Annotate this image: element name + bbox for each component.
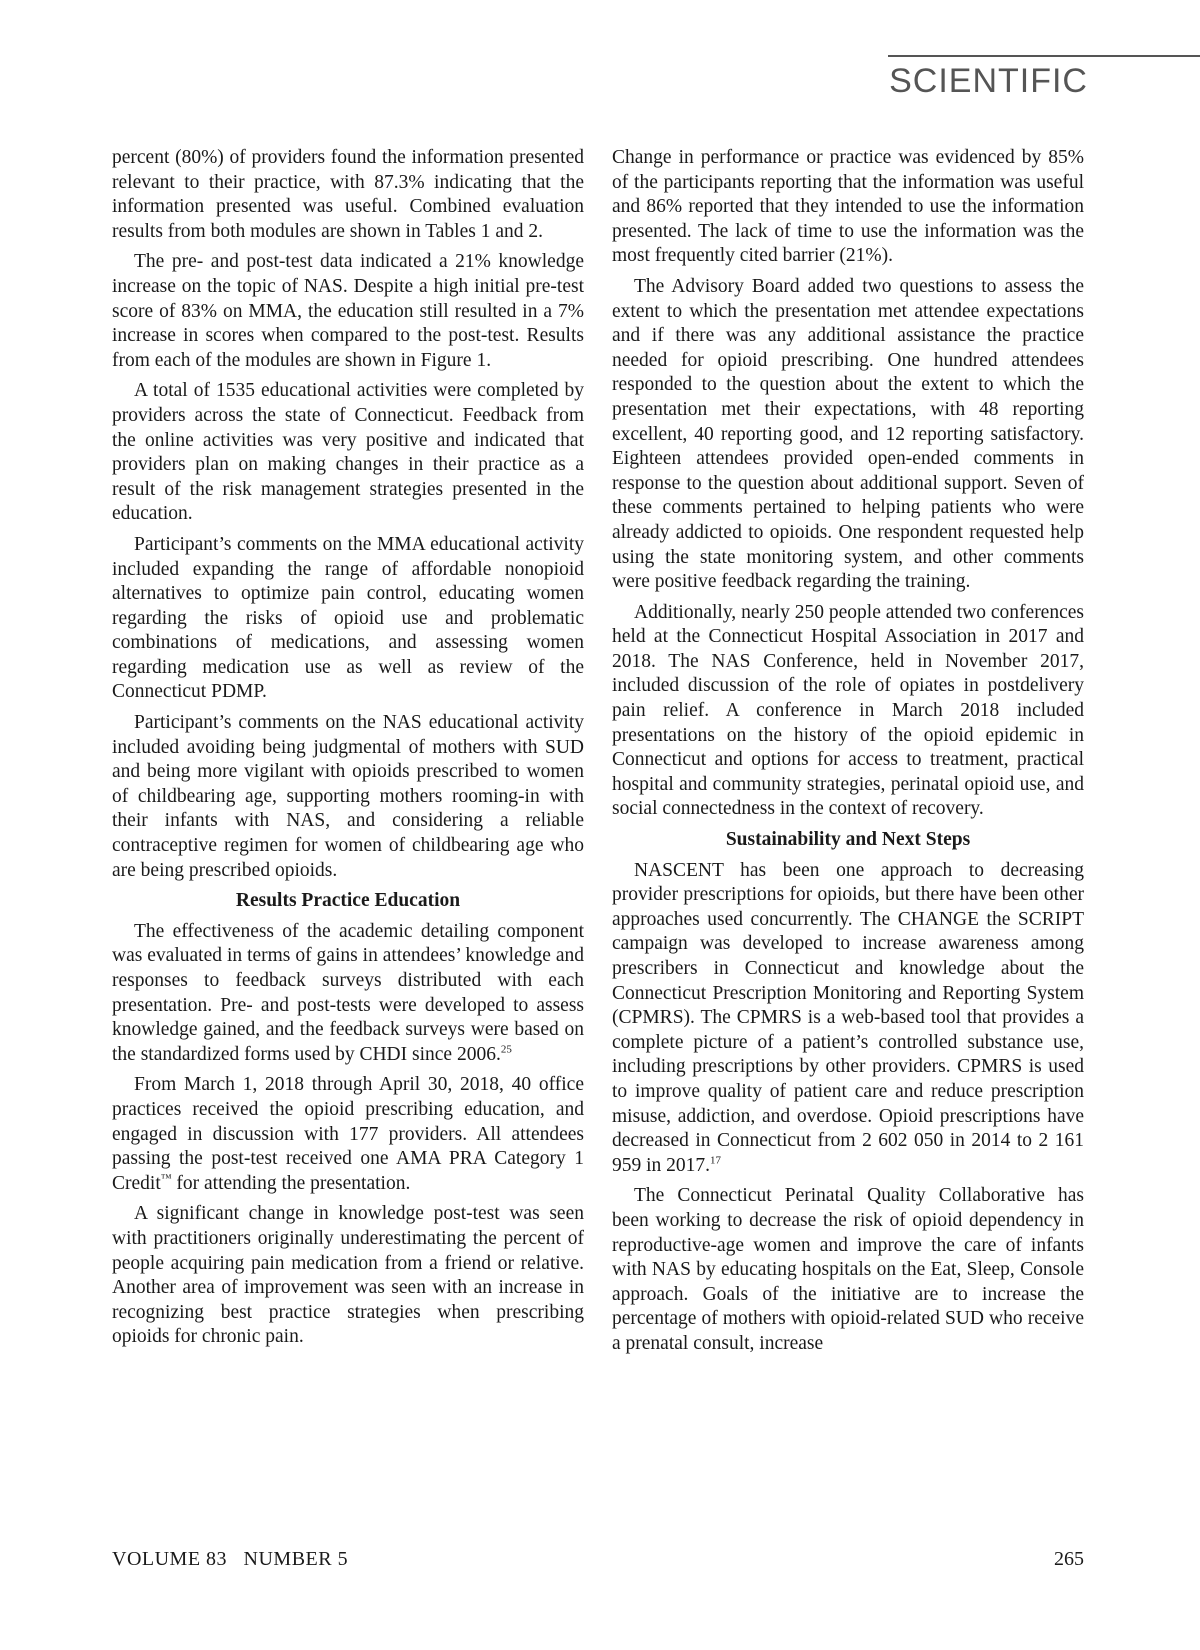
heading-sustainability-next-steps: Sustainability and Next Steps	[725, 829, 971, 851]
left-paragraph-1: percent (80%) of providers found the information presented relevant to their practice, with 87.3% indicating that the information presented was useful. Combined evaluation results from both modules are shown in Tables 1 and 2.	[112, 147, 584, 242]
header-rule	[888, 55, 1200, 57]
trademark-superscript: ™	[160, 1172, 172, 1185]
left-column	[112, 146, 584, 1356]
reference-superscript: 25	[500, 1043, 512, 1056]
left-paragraph-2: The pre- and post-test data indicated a 21% knowledge increase on the topic of NAS. Despite a high initial pre-test score of 83% on MMA, the education still resulted in a 7% increase in scores when compared to the post-test. Results from each of the modules are shown in Figure 1.	[112, 251, 584, 371]
footer-page-number: 265	[1054, 1548, 1084, 1570]
right-paragraph-3: Additionally, nearly 250 people attended two conferences held at the Connecticut Hospital Association in 2017 and 2018. The NAS Conference, held in November 2017, included discussion of the role of opiates in postdelivery pain relief. A conference in March 2018 included presentations on the history of the opioid epidemic in Connecticut and options for access to treatment, practical hospital and community strategies, perinatal opioid use, and social connectedness in the context of recovery.	[612, 601, 1084, 820]
left-paragraph-5: Participant’s comments on the NAS educational activity included avoiding being judgmental of mothers with SUD and being more vigilant with opioids prescribed to women of childbearing age, supporting mothers rooming-in with their infants with NAS, and considering a reliable contraceptive regimen for women of childbearing age who are being prescribed opioids.	[112, 712, 584, 881]
left-paragraph-7	[112, 1073, 584, 1196]
right-paragraph-5: The Connecticut Perinatal Quality Collaborative has been working to decrease the risk of opioid dependency in reproductive-age women and improve the care of infants with NAS by educating hospitals on the Eat, Sleep, Console approach. Goals of the initiative are to increase the percentage of mothers with opioid-related SUD who receive a prenatal consult, increase	[612, 1185, 1084, 1354]
heading-results-practice-education: Results Practice Education	[235, 890, 461, 912]
left-paragraph-3: A total of 1535 educational activities were completed by providers across the state of Connecticut. Feedback from the online activities was very positive and indicated that providers plan on making changes in their practice as a result of the risk management strategies presented in the education.	[112, 380, 584, 525]
footer-volume: VOLUME 83 NUMBER 5	[112, 1548, 349, 1570]
right-paragraph-1: Change in performance or practice was evidenced by 85% of the participants reporting that the information was useful and 86% reported that they intended to use the information presented. The lack of time to use the information was the most frequently cited barrier (21%).	[612, 147, 1084, 267]
left-paragraph-6	[112, 920, 584, 1068]
left-paragraph-4: Participant’s comments on the MMA educational activity included expanding the range of affordable nonopioid alternatives to optimize pain control, educating women regarding the risks of opioid use and problematic combinations of medications, and assessing women regarding medication use as well as review of the Connecticut PDMP.	[112, 533, 584, 703]
reference-superscript: 17	[710, 1154, 722, 1167]
section-label: SCIENTIFIC	[889, 62, 1088, 100]
right-paragraph-2: The Advisory Board added two questions to assess the extent to which the presentation met attendee expectations and if there was any additional assistance the practice needed for opioid prescribing. One hundred attendees responded to the question about the extent to which the presentation met their expectations, with 48 reporting excellent, 40 reporting good, and 12 reporting satisfactory. Eighteen attendees provided open-ended comments in response to the question about additional support. Seven of these comments pertained to helping patients who were already addicted to opioids. One respondent requested help using the state monitoring system, and other comments were positive feedback regarding the training.	[612, 275, 1084, 593]
left-paragraph-7-end: for attending the presentation.	[171, 1172, 411, 1194]
right-paragraph-4	[612, 859, 1084, 1179]
left-paragraph-8: A significant change in knowledge post-test was seen with practitioners originally underestimating the percent of people acquiring pain medication from a friend or relative. Another area of improvement was seen with an increase in recognizing best practice strategies when prescribing opioids for chronic pain.	[112, 1203, 584, 1348]
left-paragraph-7-text: From March 1, 2018 through April 30, 2018, 40 office practices received the opioid prescribing education, and engaged in discussion with 177 providers. All attendees passing the post-test received one AMA PRA Category 1 Credit	[112, 1074, 584, 1194]
left-paragraph-6-text: The effectiveness of the academic detailing component was evaluated in terms of gains in attendees’ knowledge and responses to feedback surveys distributed with each presentation. Pre- and post-tests were developed to assess knowledge gained, and the feedback surveys were based on the standardized forms used by CHDI since 2006.	[112, 920, 584, 1065]
right-paragraph-4-text: NASCENT has been one approach to decreasing provider prescriptions for opioids, but there have been other approaches used concurrently. The CHANGE the SCRIPT campaign was developed to increase awareness among prescribers in Connecticut and knowledge about the Connecticut Prescription Monitoring and Reporting System (CPMRS). The CPMRS is a web-based tool that provides a complete picture of a patient’s controlled substance use, including prescriptions by other providers. CPMRS is used to improve quality of patient care and reduce prescription misuse, addiction, and overdose. Opioid prescriptions have decreased in Connecticut from 2 602 050 in 2014 to 2 161 959 in 2017.	[612, 859, 1084, 1176]
right-column	[612, 146, 1084, 1363]
